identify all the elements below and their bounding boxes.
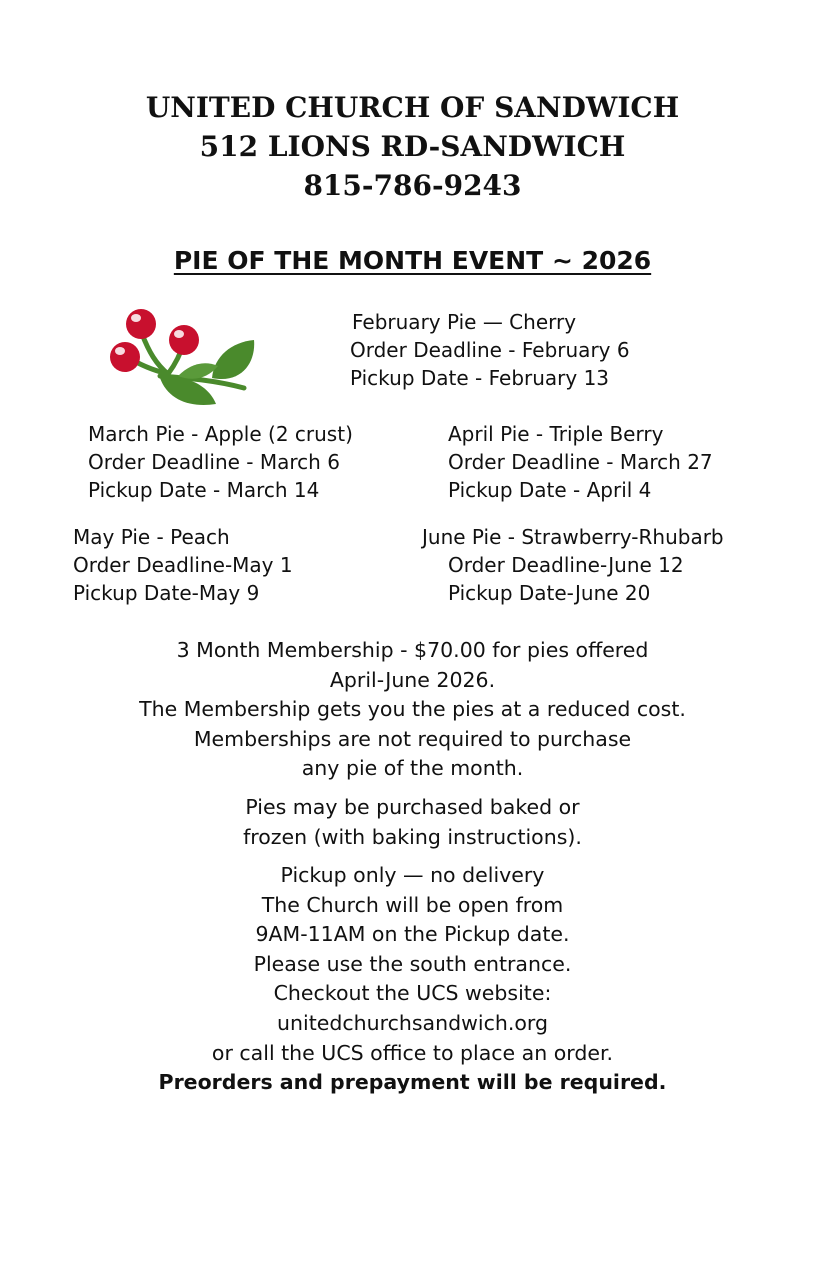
may-pickup-date: Pickup Date-May 9: [73, 581, 260, 605]
membership-info: [0, 636, 825, 784]
purchase-line: frozen (with baking instructions).: [243, 824, 582, 849]
pickup-line: Pickup only — no delivery: [280, 863, 545, 887]
pickup-line: or call the UCS office to place an order.: [211, 1040, 614, 1065]
april-pie-name: April Pie - Triple Berry: [448, 422, 664, 446]
april-order-deadline: Order Deadline - March 27: [448, 450, 713, 474]
cherry-berry: [169, 325, 199, 355]
purchase-info: [0, 793, 825, 852]
march-pie-block: [88, 420, 353, 504]
may-pie-block: [73, 523, 293, 607]
march-pie-name: March Pie - Apple (2 crust): [88, 422, 353, 446]
cherry-berry: [110, 342, 140, 372]
membership-line: 3 Month Membership - $70.00 for pies offered: [176, 638, 649, 662]
cherry-branch-icon: [104, 304, 258, 408]
church-address: 512 LIONS RD-SANDWICH: [199, 130, 626, 163]
february-pie-block: [350, 308, 630, 392]
event-title: [0, 244, 825, 278]
february-pickup-date: Pickup Date - February 13: [350, 366, 610, 390]
pickup-line: 9AM-11AM on the Pickup date.: [255, 922, 570, 947]
april-pickup-date: Pickup Date - April 4: [448, 478, 652, 502]
membership-line: any pie of the month.: [301, 756, 524, 781]
february-pie-name: February Pie — Cherry: [352, 310, 577, 334]
may-order-deadline: Order Deadline-May 1: [73, 553, 293, 577]
cherry-leaf: [178, 363, 218, 379]
cherry-leaf: [212, 340, 254, 379]
pickup-line: Checkout the UCS website:: [273, 981, 552, 1006]
church-header: [0, 88, 825, 205]
june-pie-block: [422, 523, 724, 607]
membership-line: April-June 2026.: [329, 667, 496, 692]
april-pie-block: [448, 420, 713, 504]
event-title-text: PIE OF THE MONTH EVENT ~ 2026: [173, 246, 652, 275]
march-pickup-date: Pickup Date - March 14: [88, 478, 320, 502]
church-phone: 815-786-9243: [303, 169, 522, 202]
february-order-deadline: Order Deadline - February 6: [350, 338, 630, 362]
church-name: UNITED CHURCH OF SANDWICH: [145, 91, 680, 124]
purchase-line: Pies may be purchased baked or: [245, 795, 580, 819]
membership-line: Memberships are not required to purchase: [193, 726, 632, 751]
june-pickup-date: Pickup Date-June 20: [448, 581, 651, 605]
june-pie-name: June Pie - Strawberry-Rhubarb: [422, 525, 724, 549]
march-order-deadline: Order Deadline - March 6: [88, 450, 340, 474]
cherry-berry: [126, 309, 156, 339]
pickup-line: The Church will be open from: [261, 892, 564, 917]
may-pie-name: May Pie - Peach: [73, 525, 230, 549]
prepayment-notice: Preorders and prepayment will be required.: [158, 1070, 667, 1095]
pickup-line: Please use the south entrance.: [253, 951, 572, 976]
pickup-info: [0, 861, 825, 1098]
website-text: unitedchurchsandwich.org: [277, 1010, 548, 1035]
june-order-deadline: Order Deadline-June 12: [448, 553, 684, 577]
membership-line: The Membership gets you the pies at a reduced cost.: [139, 697, 686, 722]
